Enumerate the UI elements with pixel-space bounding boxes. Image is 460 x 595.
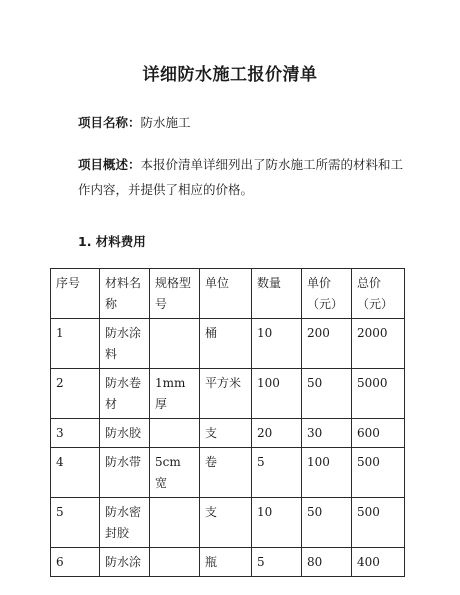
cell-quantity: 10 — [252, 319, 302, 369]
table-row — [51, 548, 405, 577]
project-name-label: 项目名称： — [78, 115, 141, 130]
cell-unit-price: 80 — [302, 548, 352, 577]
table-row — [51, 369, 405, 419]
header-material-name: 材料名称 — [100, 269, 150, 319]
table-row — [51, 448, 405, 498]
header-seq: 序号 — [51, 269, 100, 319]
cell-spec — [150, 319, 200, 369]
header-unit: 单位 — [200, 269, 252, 319]
cell-unit: 支 — [200, 419, 252, 448]
project-overview-value: 本报价清单详细列出了防水施工所需的材料和工作内容，并提供了相应的价格。 — [78, 157, 404, 197]
materials-table — [50, 268, 405, 577]
cell-unit-price: 30 — [302, 419, 352, 448]
cell-total-price: 500 — [352, 448, 405, 498]
table-row — [51, 498, 405, 548]
project-overview-field — [78, 152, 408, 202]
cell-material-name: 防水密封胶 — [100, 498, 150, 548]
cell-spec — [150, 498, 200, 548]
cell-seq: 4 — [51, 448, 100, 498]
cell-spec: 5cm 宽 — [150, 448, 200, 498]
cell-quantity: 20 — [252, 419, 302, 448]
cell-material-name: 防水带 — [100, 448, 150, 498]
cell-material-name: 防水涂料 — [100, 319, 150, 369]
cell-total-price: 2000 — [352, 319, 405, 369]
header-quantity: 数量 — [252, 269, 302, 319]
cell-quantity: 5 — [252, 448, 302, 498]
cell-material-name: 防水胶 — [100, 419, 150, 448]
table-row — [51, 419, 405, 448]
cell-unit: 支 — [200, 498, 252, 548]
cell-quantity: 5 — [252, 548, 302, 577]
cell-unit: 卷 — [200, 448, 252, 498]
cell-quantity: 10 — [252, 498, 302, 548]
cell-material-name: 防水卷材 — [100, 369, 150, 419]
cell-seq: 2 — [51, 369, 100, 419]
cell-total-price: 400 — [352, 548, 405, 577]
cell-seq: 6 — [51, 548, 100, 577]
cell-quantity: 100 — [252, 369, 302, 419]
section-heading-materials: 1. 材料费用 — [78, 234, 146, 249]
cell-unit: 瓶 — [200, 548, 252, 577]
header-total-price: 总价（元） — [352, 269, 405, 319]
cell-spec — [150, 548, 200, 577]
cell-unit-price: 100 — [302, 448, 352, 498]
document-title: 详细防水施工报价清单 — [142, 65, 318, 85]
cell-unit-price: 200 — [302, 319, 352, 369]
cell-spec: 1mm 厚 — [150, 369, 200, 419]
cell-spec — [150, 419, 200, 448]
project-name-value: 防水施工 — [140, 115, 191, 130]
cell-material-name: 防水涂 — [100, 548, 150, 577]
table-row — [51, 319, 405, 369]
cell-seq: 1 — [51, 319, 100, 369]
cell-total-price: 600 — [352, 419, 405, 448]
header-spec: 规格型号 — [150, 269, 200, 319]
header-unit-price: 单价（元） — [302, 269, 352, 319]
project-overview-label: 项目概述： — [78, 157, 141, 172]
cell-unit: 平方米 — [200, 369, 252, 419]
cell-unit: 桶 — [200, 319, 252, 369]
cell-total-price: 500 — [352, 498, 405, 548]
cell-unit-price: 50 — [302, 369, 352, 419]
table-header-row — [51, 269, 405, 319]
project-name-field — [78, 110, 408, 135]
cell-unit-price: 50 — [302, 498, 352, 548]
cell-seq: 3 — [51, 419, 100, 448]
cell-total-price: 5000 — [352, 369, 405, 419]
cell-seq: 5 — [51, 498, 100, 548]
